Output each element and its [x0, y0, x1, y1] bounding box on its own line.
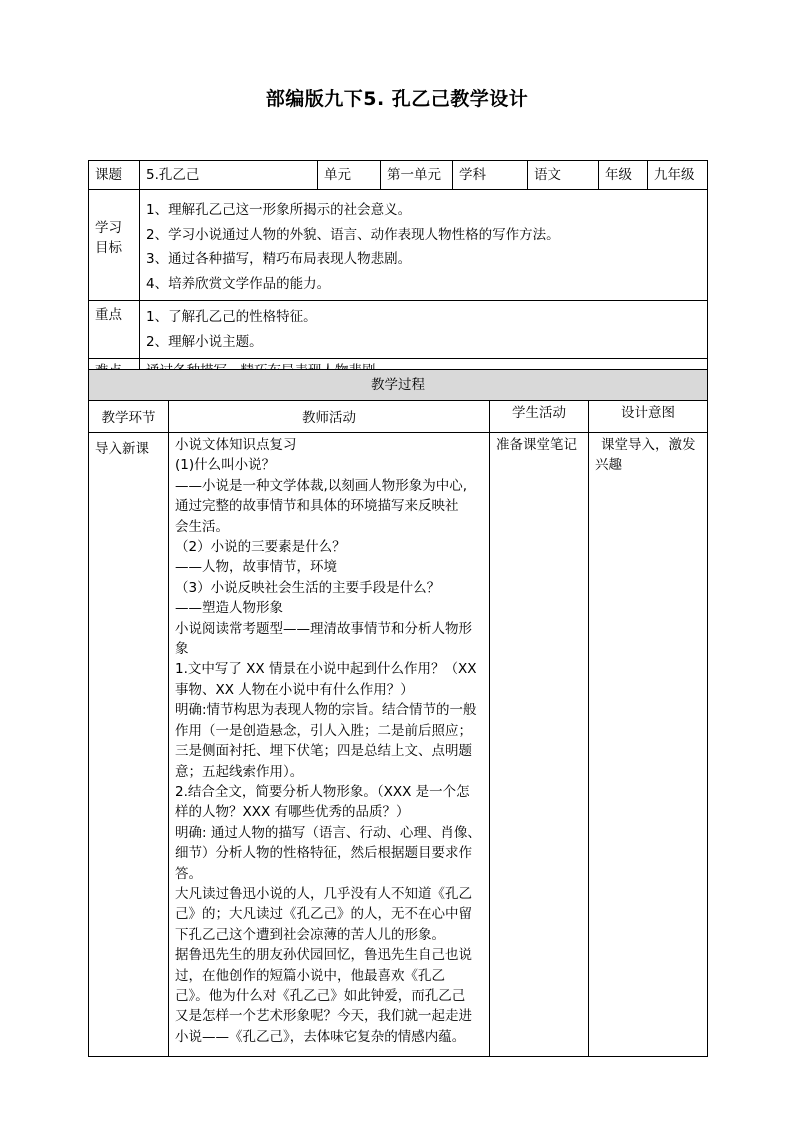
process-header-row: [89, 370, 708, 401]
teacher-line: 明确: 通过人物的描写（语言、行动、心理、肖像、: [175, 824, 481, 841]
goals-label: 学习 目标: [89, 190, 140, 301]
goal-item: 3、通过各种描写，精巧布局表现人物悲剧。: [146, 251, 412, 267]
subject-label: 学科: [453, 161, 528, 190]
unit-value: 第一单元: [381, 161, 453, 190]
goal-item: 1、理解孔乙己这一形象所揭示的社会意义。: [146, 202, 412, 218]
teacher-line: 样的人物？XXX 有哪些优秀的品质？）: [175, 804, 410, 821]
teacher-line: 又是怎样一个艺术形象呢？今天，我们就一起走进: [175, 1008, 472, 1025]
teacher-line: 小说阅读常考题型——理清故事情节和分析人物形: [175, 620, 472, 637]
intent-line: 兴趣: [595, 457, 622, 473]
key-points-list: [140, 301, 708, 359]
teacher-line: 小说——《孔乙己》，去体味它复杂的情感内蕴。: [175, 1028, 466, 1045]
teacher-line: ——小说是一种文学体裁,以刻画人物形象为中心,: [175, 477, 468, 494]
design-intent-cell: [589, 433, 708, 1057]
key-point-item: 2、理解小说主题。: [146, 333, 263, 350]
teacher-line: （3）小说反映社会生活的主要手段是什么？: [175, 579, 441, 596]
intent-line: 课堂导入，激发: [601, 437, 696, 453]
teacher-line: (1)什么叫小说？: [175, 457, 276, 474]
teacher-line: 细节）分析人物的性格特征，然后根据题目要求作: [175, 845, 472, 862]
process-columns-row: [89, 401, 708, 433]
teacher-line: 事物、XX 人物在小说中有什么作用？）: [175, 681, 414, 698]
col-student: 学生活动: [490, 401, 589, 433]
teacher-line: 己》。他为什么对《孔乙己》如此钟爱，而孔乙己: [175, 987, 466, 1004]
teacher-line: 会生活。: [175, 518, 229, 535]
student-activity-cell: 准备课堂笔记: [490, 433, 589, 1057]
unit-label: 单元: [318, 161, 381, 190]
teacher-line: 作用（一是创造悬念，引人入胜；二是前后照应；: [175, 722, 472, 739]
goal-item: 2、学习小说通过人物的外貌、语言、动作表现人物性格的写作方法。: [146, 226, 560, 243]
grade-value: 九年级: [648, 161, 708, 190]
teacher-line: 己》的；大凡读过《孔乙己》的人，无不在心中留: [175, 906, 472, 923]
grade-label: 年级: [599, 161, 648, 190]
goals-row: [89, 190, 708, 301]
teacher-line: 2.结合全文，简要分析人物形象。（XXX 是一个怎: [175, 783, 470, 800]
teaching-process-table: [88, 369, 708, 1057]
goals-list: [140, 190, 708, 301]
teacher-line: 明确:情节构思为表现人物的宗旨。结合情节的一般: [175, 702, 477, 719]
teacher-line: ——人物，故事情节，环境: [175, 559, 337, 576]
info-row: [89, 161, 708, 190]
key-point-item: 1、了解孔乙己的性格特征。: [146, 309, 317, 325]
document-title: 部编版九下5. 孔乙己教学设计: [265, 88, 529, 110]
teacher-line: 小说文体知识点复习: [175, 437, 297, 453]
lesson-info-table: [88, 160, 708, 386]
teacher-line: 下孔乙己这个遭到社会凉薄的苦人儿的形象。: [175, 926, 445, 943]
teacher-activity-cell: [169, 433, 490, 1057]
key-points-label: 重点: [89, 301, 140, 359]
col-stage: 教学环节: [89, 401, 169, 433]
teacher-line: ——塑造人物形象: [175, 600, 283, 617]
teacher-line: 象: [175, 641, 189, 658]
teacher-line: 过，在他创作的短篇小说中，他最喜欢《孔乙: [175, 967, 445, 984]
col-teacher: 教师活动: [169, 401, 490, 433]
teacher-line: （2）小说的三要素是什么？: [175, 539, 346, 556]
teacher-line: 通过完整的故事情节和具体的环境描写来反映社: [175, 498, 459, 515]
teacher-line: 三是侧面衬托、埋下伏笔；四是总结上文、点明题: [175, 743, 472, 760]
subject-value: 语文: [528, 161, 599, 190]
process-header: 教学过程: [89, 370, 708, 401]
col-intent: 设计意图: [589, 401, 708, 433]
topic-label: 课题: [89, 161, 140, 190]
key-points-row: [89, 301, 708, 359]
process-row-intro: [89, 433, 708, 1057]
teacher-line: 答。: [175, 865, 202, 882]
teacher-line: 据鲁迅先生的朋友孙伏园回忆，鲁迅先生自己也说: [175, 947, 472, 964]
teacher-line: 1.文中写了 XX 情景在小说中起到什么作用？（XX: [175, 661, 477, 678]
teacher-line: 大凡读过鲁迅小说的人，几乎没有人不知道《孔乙: [175, 885, 472, 902]
goal-item: 4、培养欣赏文学作品的能力。: [146, 275, 331, 292]
topic-value: 5.孔乙己: [140, 161, 318, 190]
teacher-line: 意；五起线索作用）。: [175, 763, 304, 780]
stage-cell: 导入新课: [89, 433, 169, 1057]
